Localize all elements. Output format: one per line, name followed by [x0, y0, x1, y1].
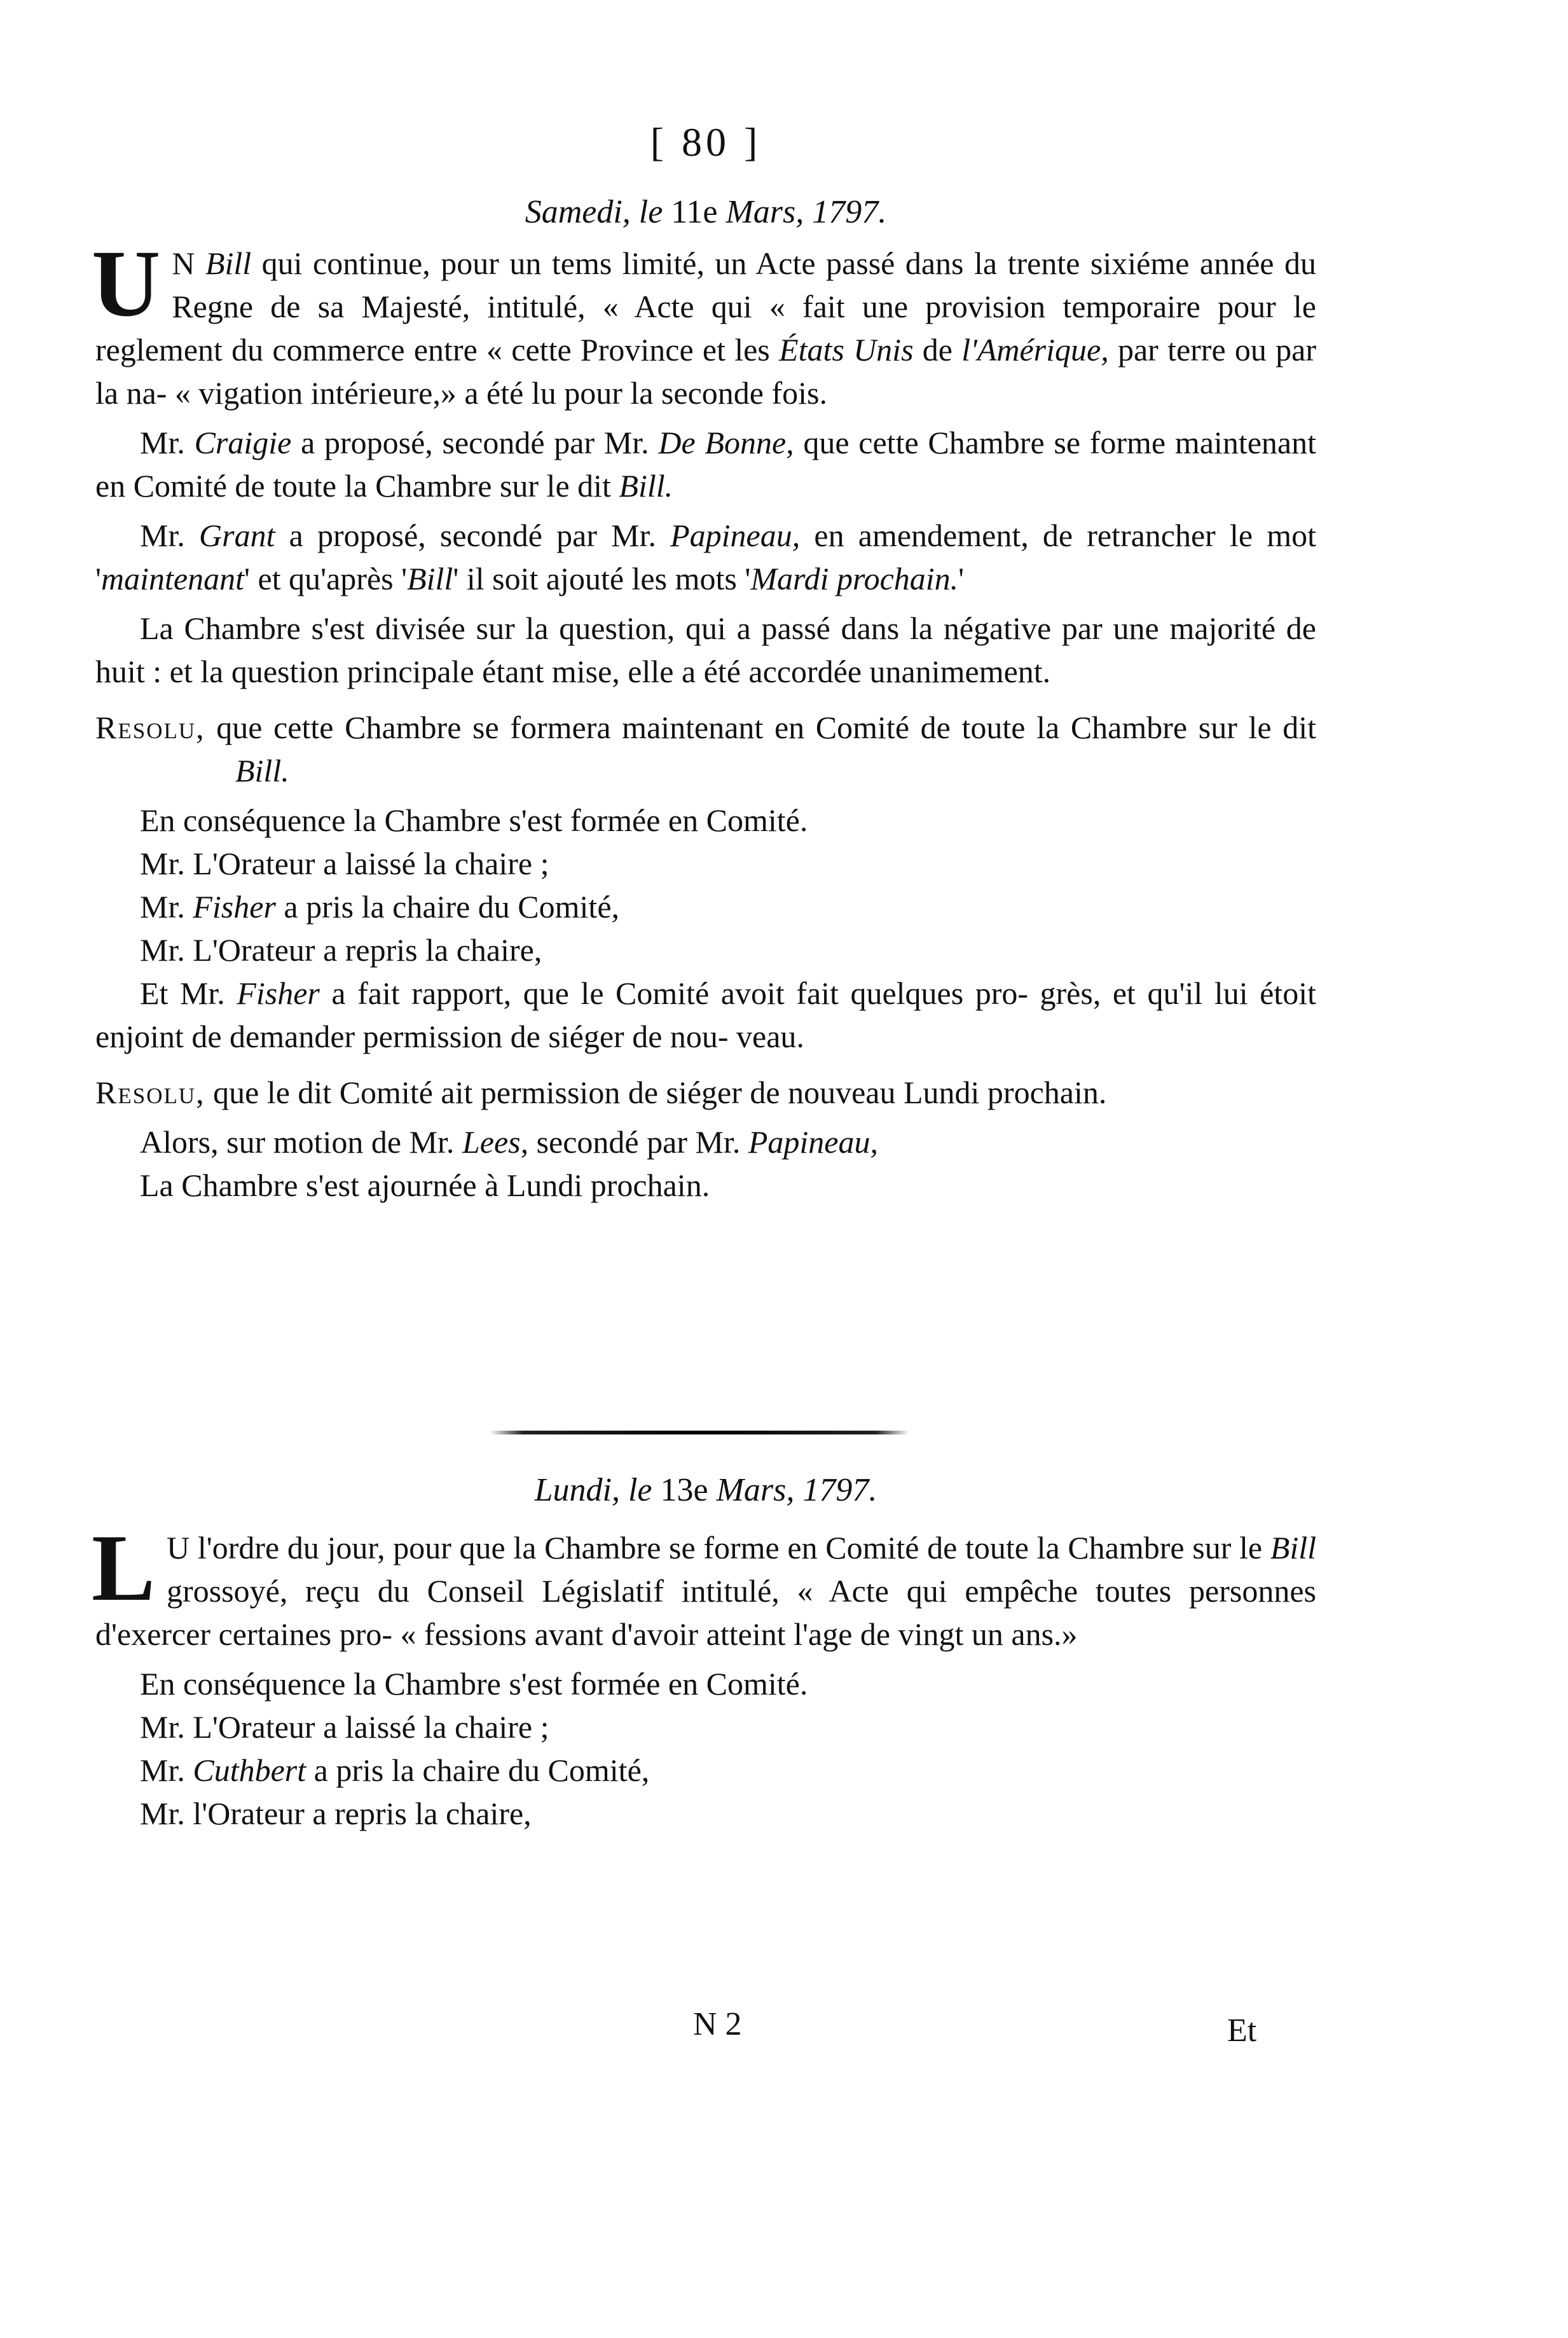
entry1-resolu1-bill: Bill. [235, 753, 289, 788]
entry2-para1-text: U l'ordre du jour, pour que la Chambre se forme en Comité de toute la Chambre sur le [167, 1530, 1270, 1565]
entry2-date-rest: Mars, 1797. [716, 1472, 877, 1508]
catchword: Et [1227, 2012, 1257, 2049]
page-number: [ 80 ] [650, 120, 762, 165]
entry1-date-prefix: Samedi, le [525, 194, 663, 230]
entry1-line2: Mr. L'Orateur a laissé la chaire ; [140, 846, 549, 881]
entry1-dropcap: U [92, 231, 161, 336]
entry2-date-prefix: Lundi, le [534, 1472, 652, 1508]
entry1-body [92, 231, 1316, 1207]
entry1-line7: La Chambre s'est ajournée à Lundi prochain. [140, 1167, 710, 1203]
entry1-resolu1 [95, 706, 1316, 792]
entry1-para3-text: Mr. [140, 518, 200, 553]
entry1-line3-text: Mr. [140, 889, 193, 925]
entry2-proceedings [95, 1662, 1316, 1835]
entry2-line3 [95, 1749, 1316, 1792]
entry1-para3-text2: a proposé, secondé par Mr. [275, 518, 671, 553]
entry1-line6-lees: Lees, [462, 1124, 529, 1160]
section-divider [490, 1431, 909, 1434]
entry1-line4: Mr. L'Orateur a repris la chaire, [140, 932, 542, 968]
entry1-para3-text3: en amendement, de retrancher le mot ' [95, 518, 1316, 596]
entry1-line3-fisher: Fisher [193, 889, 276, 925]
entry2-line3-text: Mr. [140, 1752, 193, 1788]
entry2-line2: Mr. L'Orateur a laissé la chaire ; [140, 1709, 549, 1745]
entry1-line5-text2: a fait rapport, que le Comité avoit fait quelques pro- grès, et qu'il lui étoit enjoint de demander permission de siéger de nou- veau. [95, 975, 1316, 1054]
entry1-para2-text2: a proposé, secondé par Mr. [291, 425, 659, 460]
entry1-para2-debonne: De Bonne, [658, 425, 794, 460]
entry1-dateline [95, 191, 1316, 234]
entry2-line1: En conséquence la Chambre s'est formée en Comité. [140, 1666, 808, 1702]
entry1-para2-text3: que cette Chambre se forme maintenant en Comité de toute la Chambre sur le dit [95, 425, 1316, 504]
entry2-line4: Mr. l'Orateur a repris la chaire, [140, 1796, 532, 1831]
entry1-para3-mardi: Mardi prochain. [750, 561, 959, 596]
entry1-para3 [95, 514, 1316, 600]
entry1-para2 [95, 421, 1316, 507]
entry1-line5-fisher: Fisher [237, 975, 320, 1011]
entry1-resolu2-text: que le dit Comité ait permission de siéger de nouveau Lundi prochain. [205, 1075, 1107, 1110]
entry1-para3-maintenant: maintenant [101, 561, 244, 596]
entry1-para3-bill: Bill [407, 561, 453, 596]
entry1-date-rest: Mars, 1797. [726, 194, 887, 230]
entry1-para1-text4: par terre ou par la na- « vigation intérieure,» a été lu pour la seconde fois. [95, 332, 1316, 411]
entry1-line3-text2: a pris la chaire du Comité, [275, 889, 620, 925]
entry1-line6-text: Alors, sur motion de Mr. [140, 1124, 462, 1160]
entry1-resolu1-text: que cette Chambre se formera maintenant en Comité de toute la Chambre sur le dit [205, 710, 1316, 745]
entry1-para1-text3: de [913, 332, 962, 368]
entry1-line3 [95, 885, 1316, 928]
entry1-resolu2 [95, 1071, 1316, 1114]
entry2-dateline [95, 1469, 1316, 1512]
entry1-para1 [92, 231, 1316, 415]
entry2-para1-text2: grossoyé, reçu du Conseil Législatif intitulé, « Acte qui empêche toutes personnes d'exercer certaines pro- « fessions avant d'avoir atteint l'age de vingt un ans.» [95, 1573, 1316, 1652]
signature-mark: N 2 [693, 2006, 742, 2042]
entry1-para1-bill: Bill [205, 245, 252, 281]
entry1-para3-papineau: Papineau, [670, 518, 801, 553]
entry1-line6-text2: secondé par Mr. [528, 1124, 748, 1160]
entry1-line1: En conséquence la Chambre s'est formée en Comité. [140, 802, 808, 838]
entry1-para1-etats: États Unis [779, 332, 914, 368]
entry1-para1-text: N [172, 245, 205, 281]
entry1-line6 [95, 1120, 1316, 1164]
entry2-para1-bill: Bill [1270, 1530, 1316, 1565]
entry2-dropcap: L [92, 1515, 156, 1621]
entry1-line6-papineau: Papineau, [748, 1124, 878, 1160]
entry1-para1-text2: qui continue, pour un tems limité, un Acte passé dans la trente sixiéme année du Regne de sa Majesté, intitulé, « Acte qui « fait une provision temporaire pour le reglement du commerce entre « cette Province et les [95, 245, 1316, 368]
entry1-proceedings [95, 799, 1316, 972]
entry1-para3-text6: ' [958, 561, 965, 596]
entry1-para4: La Chambre s'est divisée sur la question, qui a passé dans la négative par une majorité de huit : et la question principale étant mise, elle a été accordée unanimement. [95, 610, 1316, 689]
entry1-line5 [95, 972, 1316, 1058]
entry1-para2-text: Mr. [140, 425, 195, 460]
entry1-closing [95, 1120, 1316, 1207]
entry1-para2-bill: Bill. [619, 468, 673, 504]
entry2-line3-text2: a pris la chaire du Comité, [306, 1752, 650, 1788]
entry1-para3-grant: Grant [199, 518, 275, 553]
entry2-body [92, 1515, 1316, 1835]
entry1-para3-text5: ' il soit ajouté les mots ' [453, 561, 751, 596]
entry1-resolu1-label: Resolu, [95, 710, 205, 745]
entry1-para2-craigie: Craigie [194, 425, 292, 460]
entry1-para3-text4: ' et qu'après ' [244, 561, 408, 596]
entry1-resolu2-label: Resolu, [95, 1075, 205, 1110]
entry2-para1 [92, 1515, 1316, 1656]
entry1-date-day: 11e [671, 194, 718, 230]
entry1-line5-text: Et Mr. [140, 975, 237, 1011]
entry2-date-day: 13e [660, 1472, 708, 1508]
entry1-para1-amerique: l'Amérique, [961, 332, 1109, 368]
entry2-line3-cuthbert: Cuthbert [193, 1752, 306, 1788]
